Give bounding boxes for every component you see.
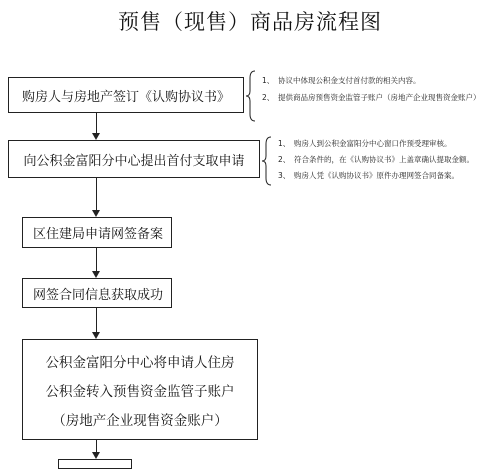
arrow-line <box>96 308 97 332</box>
note-number: 1、 <box>262 76 275 85</box>
arrow-head <box>92 332 100 339</box>
note-item <box>278 170 498 181</box>
note-item <box>262 92 492 103</box>
note-number: 3、 <box>278 171 291 180</box>
note-number: 2、 <box>278 155 291 164</box>
arrow-line <box>96 440 97 452</box>
arrow-line <box>96 178 97 210</box>
note-text: 提供商品房预售资金监管子账户（房地产企业现售资金账户） <box>278 93 481 102</box>
note-text: 购房人凭《认购协议书》原件办理网签合同备案。 <box>294 171 459 180</box>
step-contract-info-obtained <box>22 278 172 308</box>
brace-connector <box>245 70 259 122</box>
note-item <box>278 154 498 165</box>
step-label: 网签合同信息获取成功 <box>33 287 164 303</box>
step-next-partial <box>58 459 132 469</box>
arrow-head <box>92 210 100 217</box>
arrow-head <box>92 452 100 459</box>
step-sign-agreement <box>8 77 244 113</box>
brace-connector <box>261 136 275 186</box>
arrow-line <box>96 248 97 271</box>
step-apply-down-payment <box>8 140 260 178</box>
note-item <box>278 138 498 149</box>
notes-step2 <box>278 138 498 181</box>
step-online-filing <box>22 217 172 248</box>
note-text: 协议中体现公积金支付首付款的相关内容。 <box>278 76 421 85</box>
step-label-line: （房地产企业现售资金账户） <box>52 412 228 429</box>
arrow-head <box>92 271 100 278</box>
step-label: 购房人与房地产签订《认购协议书》 <box>21 89 230 105</box>
note-number: 1、 <box>278 139 291 148</box>
note-number: 2、 <box>262 93 275 102</box>
step-label: 向公积金富阳分中心提出首付支取申请 <box>23 153 245 169</box>
step-label-line: 公积金富阳分中心将申请人住房 <box>45 354 235 371</box>
note-text: 购房人到公积金富阳分中心窗口作预受理审核。 <box>294 139 452 148</box>
note-item <box>262 75 492 86</box>
arrow-line <box>96 113 97 133</box>
step-label: 区住建局申请网签备案 <box>33 227 164 242</box>
arrow-head <box>92 133 100 140</box>
step-label-line: 公积金转入预售资金监管子账户 <box>45 383 235 400</box>
notes-step1 <box>262 75 492 103</box>
note-text: 符合条件的，在《认购协议书》上盖章确认提取金额。 <box>294 155 474 164</box>
page-title: 预售（现售）商品房流程图 <box>118 10 382 34</box>
step-fund-transfer <box>22 339 258 440</box>
